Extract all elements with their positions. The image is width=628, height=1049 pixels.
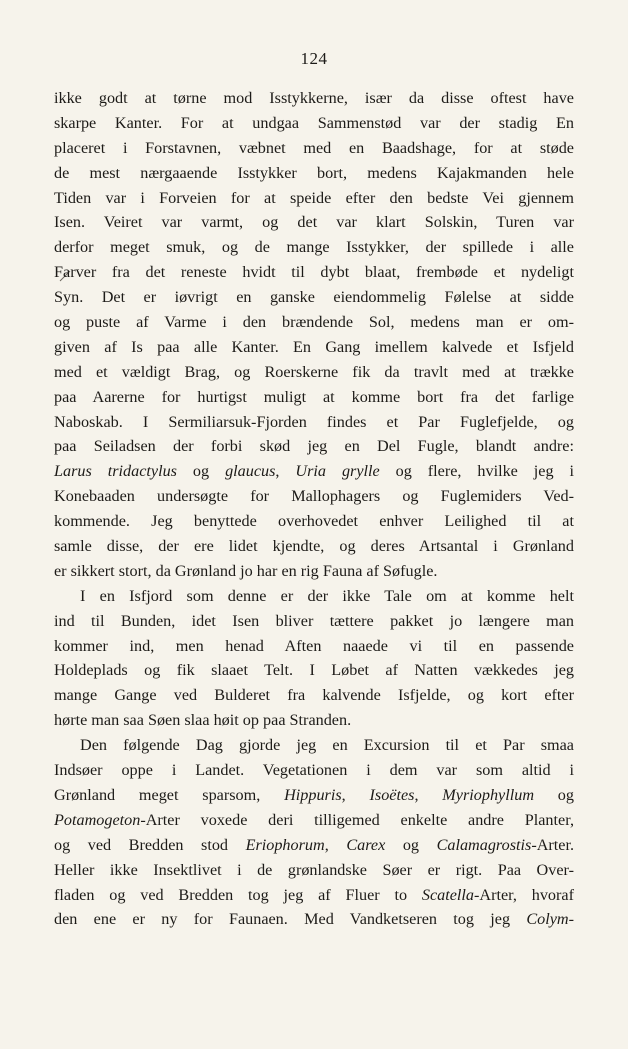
text-line: given af Is paa alle Kanter. En Gang imellem kalvede et Isfjeld: [54, 337, 574, 356]
text-line: er sikkert stort, da Grønland jo har en rig Fauna af Søfugle.: [54, 561, 438, 580]
text-line: hørte man saa Søen slaa høit op paa Stranden.: [54, 711, 352, 730]
text-line: Farver fra det reneste hvidt til dybt blaat, frembøde et nydeligt: [54, 263, 574, 282]
species-name: Isoëtes: [369, 785, 415, 804]
species-name: Eriophorum: [245, 835, 325, 854]
text-line: paa Seiladsen der forbi skød jeg en Del Fugle, blandt andre:: [54, 437, 574, 456]
text-line: kommende. Jeg benyttede overhovedet enhver Leilighed til at: [54, 512, 574, 531]
text-line: Syn. Det er iøvrigt en ganske eiendommelig Følelse at sidde: [54, 288, 574, 307]
species-name: Uria grylle: [295, 462, 380, 481]
species-name: glaucus: [225, 462, 276, 481]
species-name: Scatella: [421, 885, 474, 904]
text-line-species: den ene er ny for Faunaen. Med Vandketseren tog jeg Colym-: [54, 910, 574, 929]
species-name: Myriophyllum: [442, 785, 535, 804]
text-line-species: Grønland meget sparsom, Hippuris, Isoëtes, Myriophyllum og: [54, 785, 574, 804]
text-line: Den følgende Dag gjorde jeg en Excursion til et Par smaa: [80, 736, 574, 755]
text-line-species: og ved Bredden stod Eriophorum, Carex og Calamagrostis-Arter.: [54, 835, 575, 854]
species-name: Hippuris: [284, 785, 342, 804]
text-line: Tiden var i Forveien for at speide efter den bedste Vei gjennem: [54, 188, 574, 207]
species-name: Potamogeton: [54, 810, 141, 829]
text-line: Indsøer oppe i Landet. Vegetationen i dem var som altid i: [54, 761, 574, 780]
species-name: Carex: [346, 835, 386, 854]
species-name: Larus tridactylus: [54, 462, 177, 481]
text-line: I en Isfjord som denne er der ikke Tale om at komme helt: [80, 586, 574, 605]
text-line: kommer ind, men henad Aften naaede vi til en passende: [54, 636, 574, 655]
text-line: og puste af Varme i den brændende Sol, medens man er om-: [54, 313, 574, 332]
text-line: Isen. Veiret var varmt, og det var klart Solskin, Turen var: [54, 213, 574, 232]
text-line: Heller ikke Insektlivet i de grønlandske Søer er rigt. Paa Over-: [54, 860, 574, 879]
text-line: mange Gange ved Bulderet fra kalvende Isfjelde, og kort efter: [54, 686, 574, 705]
text-line: ikke godt at tørne mod Isstykkerne, især da disse oftest have: [54, 89, 574, 107]
text-line: de mest nærgaaende Isstykker bort, medens Kajakmanden hele: [54, 163, 574, 182]
text-line: paa Aarerne for hurtigst muligt at komme bort fra det farlige: [54, 387, 574, 406]
text-line: Holdeplads og fik slaaet Telt. I Løbet af Natten vækkedes jeg: [54, 661, 574, 680]
body-text: [54, 86, 574, 932]
text-line-species: Larus tridactylus og glaucus, Uria grylle og flere, hvilke jeg i: [54, 462, 575, 481]
text-line: med et vældigt Brag, og Roerskerne fik da travlt med at trække: [54, 362, 574, 381]
text-line: Konebaaden undersøgte for Mallophagers og Fuglemiders Ved-: [54, 487, 574, 506]
text-line: derfor meget smuk, og de mange Isstykker, der spillede i alle: [54, 238, 574, 257]
text-line: placeret i Forstavnen, væbnet med en Baadshage, for at støde: [54, 138, 574, 157]
text-line: ind til Bunden, idet Isen bliver tættere pakket jo længere man: [54, 611, 574, 630]
text-line-species: fladen og ved Bredden tog jeg af Fluer to Scatella-Arter, hvoraf: [54, 885, 574, 904]
page-number: 124: [300, 49, 328, 68]
text-line: skarpe Kanter. For at undgaa Sammenstød var der stadig En: [54, 113, 574, 132]
text-line: Naboskab. I Sermiliarsuk-Fjorden findes et Par Fuglefjelde, og: [54, 412, 574, 431]
species-name: Calamagrostis: [436, 835, 532, 854]
text-line-species: Potamogeton-Arter voxede deri tilligemed enkelte andre Planter,: [54, 810, 574, 829]
species-name: Colym-: [526, 910, 574, 929]
text-line: samle disse, der ere lidet kjendte, og deres Artsantal i Grønland: [54, 537, 574, 556]
